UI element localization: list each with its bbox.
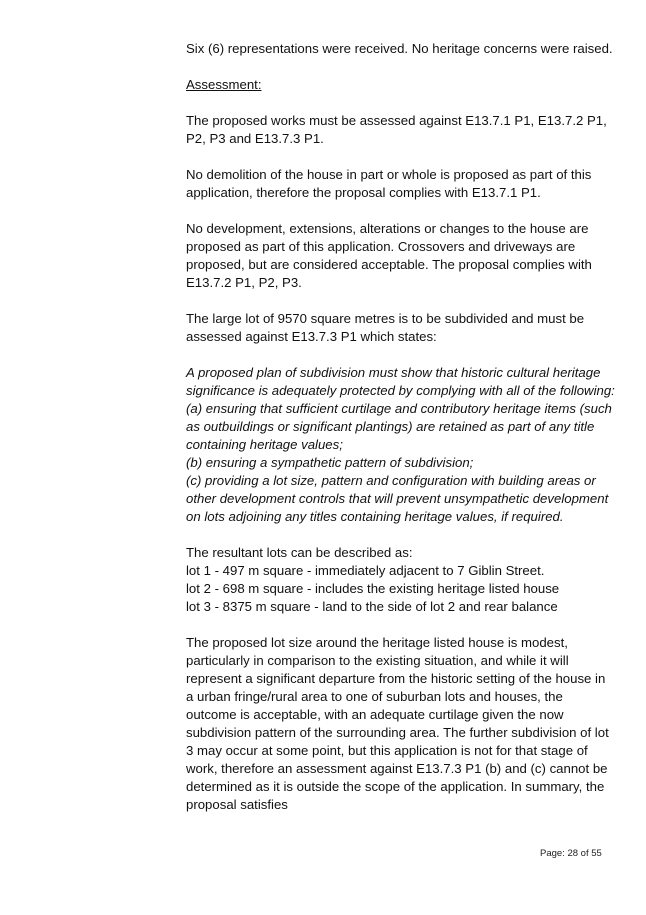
assessment-criteria-paragraph: The proposed works must be assessed against E13.7.1 P1, E13.7.2 P1, P2, P3 and E13.7.3 P1.	[186, 113, 607, 146]
quoted-provision-item-b: (b) ensuring a sympathetic pattern of subdivision;	[186, 455, 474, 470]
quoted-provision	[186, 364, 616, 526]
quoted-provision-intro: A proposed plan of subdivision must show that historic cultural heritage significance is adequately protected by complying with all of the following:	[186, 365, 615, 398]
lot-item-3: lot 3 - 8375 m square - land to the side of lot 2 and rear balance	[186, 599, 558, 614]
resultant-lots-intro: The resultant lots can be described as:	[186, 545, 413, 560]
demolition-paragraph: No demolition of the house in part or whole is proposed as part of this application, therefore the proposal complies with E13.7.1 P1.	[186, 167, 592, 200]
representations-paragraph: Six (6) representations were received. No heritage concerns were raised.	[186, 41, 613, 56]
assessment-heading: Assessment:	[186, 77, 262, 92]
document-body	[186, 40, 616, 814]
conclusion-paragraph: The proposed lot size around the heritage listed house is modest, particularly in comparison to the existing situation, and while it will represent a significant departure from the historic setting of the house in a urban fringe/rural area to one of suburban lots and houses, the outcome is acceptable, with an adequate curtilage given the now subdivision pattern of the surrounding area. The further subdivision of lot 3 may occur at some point, but this application is not for that stage of work, therefore an assessment against E13.7.3 P1 (b) and (c) cannot be determined as it is outside the scope of the application. In summary, the proposal satisfies	[186, 635, 609, 812]
quoted-provision-item-a: (a) ensuring that sufficient curtilage and contributory heritage items (such as outbuildings or significant plantings) are retained as part of any title containing heritage values;	[186, 401, 612, 452]
lot-item-1: lot 1 - 497 m square - immediately adjacent to 7 Giblin Street.	[186, 563, 545, 578]
development-paragraph: No development, extensions, alterations or changes to the house are proposed as part of this application. Crossovers and driveways are proposed, but are considered acceptable. The proposal complies with E13.7.2 P1, P2, P3.	[186, 221, 592, 290]
quoted-provision-item-c: (c) providing a lot size, pattern and configuration with building areas or other development controls that will prevent unsympathetic development on lots adjoining any titles containing heritage values, if required.	[186, 473, 609, 524]
lot-item-2: lot 2 - 698 m square - includes the existing heritage listed house	[186, 581, 560, 596]
resultant-lots	[186, 544, 616, 616]
subdivision-paragraph: The large lot of 9570 square metres is to be subdivided and must be assessed against E13.7.3 P1 which states:	[186, 311, 585, 344]
page-number: Page: 28 of 55	[540, 848, 602, 859]
